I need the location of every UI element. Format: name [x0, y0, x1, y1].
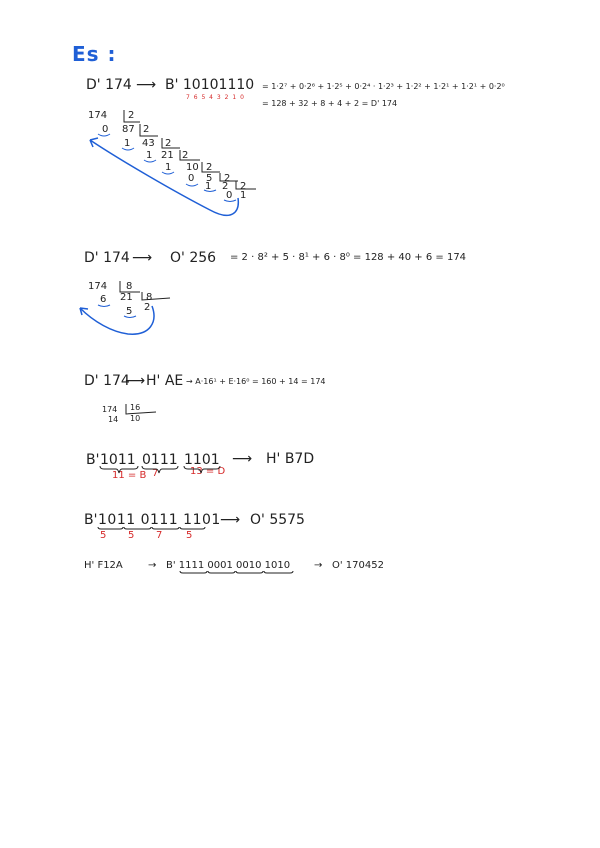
arrow-icon: ⟶ [125, 373, 146, 389]
ex4-label-1: 11 = B [112, 470, 147, 481]
arrow-icon: ⟶ [232, 451, 253, 467]
ex2-expansion: = 2 · 8² + 5 · 8¹ + 6 · 8⁰ = 128 + 40 + 6 = 174 [230, 252, 467, 263]
ex5-bits: 1011 0111 1101 [98, 512, 221, 528]
arrow-icon: ⟶ [132, 250, 153, 266]
ex3-lhs: D' 174 [84, 373, 130, 389]
ex6-result: O' 170452 [332, 560, 384, 571]
ex5-prefix: B' [84, 512, 98, 528]
arrow-head-icon [90, 138, 98, 147]
ex5-result: O' 5575 [250, 512, 305, 528]
ex2-rhs: O' 256 [170, 250, 217, 266]
ex4-label-2: 7 [152, 468, 159, 479]
ex4-group-3: 1101 [184, 452, 220, 468]
arrow-icon: ⟶ [220, 512, 241, 528]
ex5-label-4: 5 [186, 530, 193, 541]
arrow-head-icon [80, 308, 88, 315]
ex1-bit-indices: 7 6 5 4 3 2 1 0 [186, 94, 245, 101]
ex5-label-1: 5 [100, 530, 107, 541]
ex1-sum: = 128 + 32 + 8 + 4 + 2 = D' 174 [262, 99, 398, 108]
ex2-lhs: D' 174 [84, 250, 130, 266]
ex5-label-2: 5 [128, 530, 135, 541]
ex3-rhs: H' AE [146, 373, 184, 389]
ex1-expansion: = 1·2⁷ + 0·2⁶ + 1·2⁵ + 0·2⁴ · 1·2³ + 1·2² + 1·2¹ + 1·2¹ + 0·2⁰ [262, 82, 505, 91]
arrow-icon: → [148, 560, 157, 571]
ex4-group-2: 0111 [142, 452, 178, 468]
notes-page: Es : D' 174 ⟶ B' 10101110 7 6 5 4 3 2 1 0 = 1·2⁷ + 0·2⁶ + 1·2⁵ + 0·2⁴ · 1·2³ + 1·2² + 1·2¹ + 1·2¹ + 0·2⁰ = 128 + 32 + 8 + 4 + 2 = D' 174 174 2 0 87 2 1 43 2 1 21 2 1 10 2 0 5 2 1 2 2 0 1 D' 174 ⟶ O' 256 = 2 · 8² + 5 · 8¹ + 6 · 8⁰ = 128 + 40 + 6 = 174 174 8 6 21 8 5 2 D' 174 ⟶ H' AE → A·16¹ + E·16⁰ = 160 + 14 = 174 174 16 14 10 B' 1011 0111 1101 11 = B 7 13 = D ⟶ H' B7D B' 1011 0111 1101 5 5 7 5 ⟶ O' 5575 H' F12A → B' 1111 0001 0010 1010 → O' 170452 [0, 0, 600, 848]
braces-ex6 [180, 571, 293, 573]
ex3-expansion: → A·16¹ + E·16⁰ = 160 + 14 = 174 [186, 377, 326, 386]
ex4-label-3: 13 = D [190, 466, 226, 477]
ex1-lhs: D' 174 [86, 77, 132, 93]
ex5-label-3: 7 [156, 530, 163, 541]
ex4-prefix: B' [86, 452, 100, 468]
arrow-icon: → [314, 560, 323, 571]
ex6-binary: B' 1111 0001 0010 1010 [166, 560, 291, 571]
arrow-icon: ⟶ [136, 77, 157, 93]
page-title: Es : [72, 42, 117, 66]
ex1-binary: B' 10101110 [165, 77, 255, 93]
ex6-lhs: H' F12A [84, 560, 123, 571]
ex4-group-1: 1011 [100, 452, 136, 468]
reading-direction-arrow [80, 306, 154, 334]
ex4-result: H' B7D [266, 451, 315, 467]
